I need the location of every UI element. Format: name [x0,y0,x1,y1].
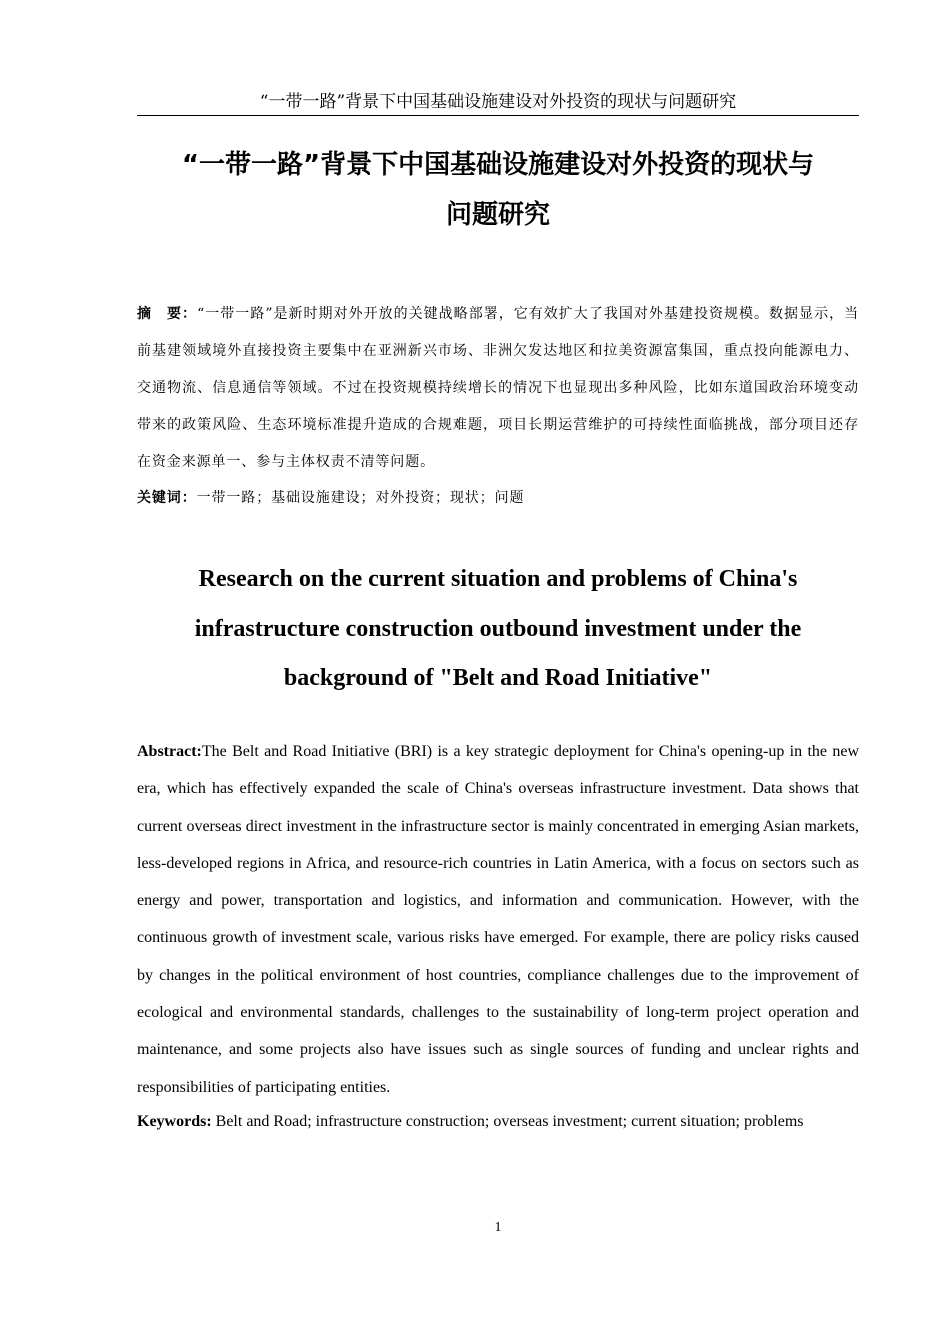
page-number: 1 [494,1220,502,1235]
chinese-keywords-text: 一带一路；基础设施建设；对外投资；现状；问题 [196,490,525,506]
english-title [137,555,859,704]
chinese-keywords-label: 关键词： [137,490,197,506]
english-keywords-text: Belt and Road; infrastructure construction; overseas investment; current situation; problems [211,1113,804,1130]
chinese-abstract-label: 摘 要： [137,306,198,322]
chinese-abstract-text: “一带一路”是新时期对外开放的关键战略部署，它有效扩大了我国对外基建投资规模。数据显示，当前基建领域境外直接投资主要集中在亚洲新兴市场、非洲欠发达地区和拉美资源富集国，重点投向能源电力、交通物流、信息通信等领域。不过在投资规模持续增长的情况下也显现出多种风险，比如东道国政治环境变动带来的政策风险、生态环境标准提升造成的合规难题，项目长期运营维护的可持续性面临挑战，部分项目还存在资金来源单一、参与主体权责不清等问题。 [137,306,860,470]
english-abstract-label: Abstract: [137,743,202,760]
english-keywords [137,1108,859,1136]
english-keywords-label: Keywords: [137,1113,212,1130]
chinese-keywords [137,483,859,513]
running-header: “一带一路”背景下中国基础设施建设对外投资的现状与问题研究 [137,90,859,116]
english-title-line-1: Research on the current situation and problems of China's [198,566,798,592]
chinese-abstract [137,296,859,481]
english-abstract [137,733,859,1106]
english-abstract-text: The Belt and Road Initiative (BRI) is a key strategic deployment for China's opening-up in the new era, which has effectively expanded the scale of China's overseas infrastructure investment. Data shows that current overseas direct investment in the infrastructure sector is mainly concentrated in emerging Asian markets, less-developed regions in Africa, and resource-rich countries in Latin America, with a focus on sectors such as energy and power, transportation and logistics, and information and communication. However, with the continuous growth of investment scale, various risks have emerged. For example, there are policy risks caused by changes in the political environment of host countries, compliance challenges due to the improvement of ecological and environmental standards, challenges to the sustainability of long-term project operation and maintenance, and some projects also have issues such as single sources of funding and unclear rights and responsibilities of participating entities. [137,743,859,1096]
chinese-title-line-1: “一带一路”背景下中国基础设施建设对外投资的现状与 [181,150,815,180]
chinese-title [137,140,859,240]
chinese-title-line-2: 问题研究 [445,200,550,230]
english-title-line-2: infrastructure construction outbound investment under the [194,615,802,642]
english-title-line-3: background of "Belt and Road Initiative" [283,665,713,691]
